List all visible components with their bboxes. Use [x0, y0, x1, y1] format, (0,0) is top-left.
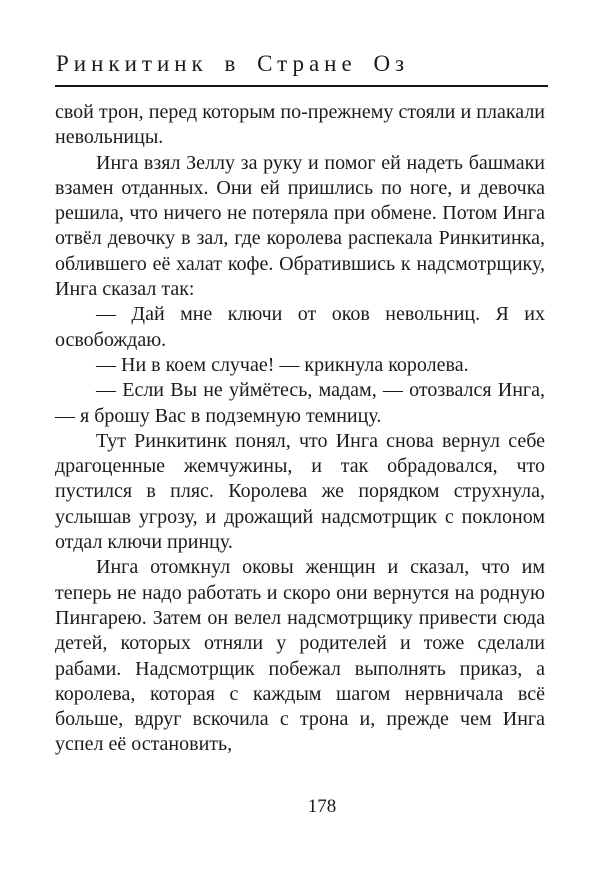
- page-body-text: [55, 100, 545, 758]
- paragraph: Тут Ринкитинк понял, что Инга снова вернул себе драгоценные жемчужины, и так обрадовался, что пустился в пляс. Королева же порядком струхнула, услышав угрозу, и дрожащий надсмотрщик с поклоном отдал ключи принцу.: [55, 429, 545, 554]
- paragraph-dialogue: — Ни в коем случае! — крикнула королева.: [96, 353, 469, 376]
- paragraph: Инга отомкнул оковы женщин и сказал, что им теперь не надо работать и скоро они вернутся на родную Пингарею. Затем он велел надсмотрщику привести сюда детей, которых отняли у родителей и тоже сделали рабами. Надсмотрщик побежал выполнять приказ, а королева, которая с каждым шагом нервничала всё больше, вдруг вскочила с трона и, прежде чем Инга успел её остановить,: [55, 556, 545, 756]
- paragraph: Инга взял Зеллу за руку и помог ей надеть башмаки взамен отданных. Они ей пришлись по ноге, и девочка решила, что ничего не потеряла при обмене. Потом Инга отвёл девочку в зал, где королева распекала Ринкитинка, облившего её халат кофе. Обратившись к надсмотрщику, Инга сказал так:: [55, 151, 545, 301]
- page-number: 178: [307, 796, 337, 817]
- header-rule: [55, 85, 548, 87]
- paragraph-dialogue: — Если Вы не уймётесь, мадам, — отозвался Инга, — я брошу Вас в подземную темницу.: [55, 379, 545, 427]
- paragraph-continued: свой трон, перед которым по-прежнему стояли и плакали невольницы.: [55, 101, 545, 149]
- paragraph-dialogue: — Дай мне ключи от оков невольниц. Я их освобождаю.: [55, 303, 545, 351]
- running-header-title: Ринкитинк в Стране Оз: [56, 51, 410, 76]
